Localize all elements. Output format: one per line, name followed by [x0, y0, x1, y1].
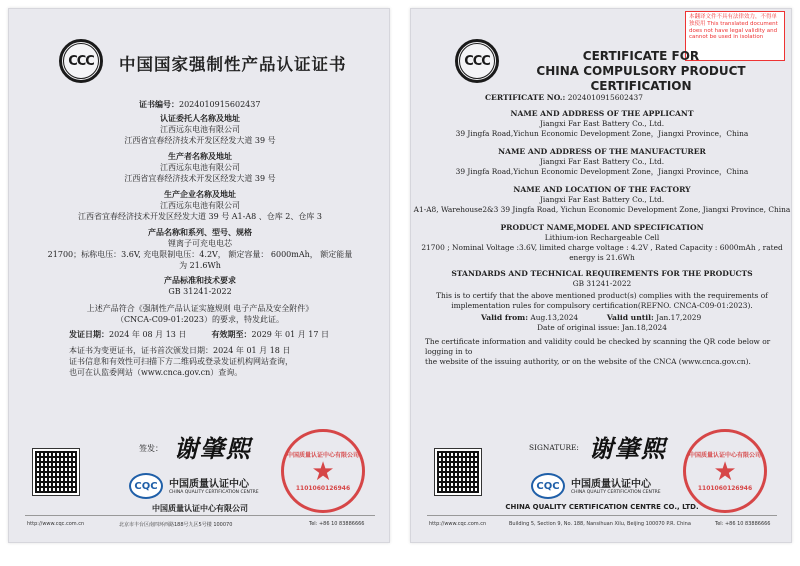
applicant-address: 39 Jingfa Road,Yichun Economic Development Zone，Jiangxi Province，China: [455, 129, 749, 138]
note-line-2: 证书信息和有效性可扫描下方二维码或登录发证机构网站查询，: [69, 357, 293, 366]
applicant-label: 认证委托人名称及地址: [160, 113, 240, 123]
org-name: 中国质量认证中心: [169, 479, 249, 490]
ccc-logo-text: CCC: [68, 53, 94, 69]
qr-code[interactable]: [33, 449, 79, 495]
valid-from-label: Valid from:: [481, 313, 529, 322]
conformity-statement: [411, 291, 792, 311]
sign-label: SIGNATURE:: [529, 443, 579, 452]
product-section: [9, 227, 390, 271]
footer-web[interactable]: http://www.cqc.com.cn: [429, 521, 487, 527]
manufacturer-address: 39 Jingfa Road,Yichun Economic Development Zone，Jiangxi Province，China: [455, 167, 749, 176]
cert-no-label: 证书编号：: [139, 99, 179, 109]
org-block: [169, 475, 259, 495]
factory-section: [9, 189, 390, 222]
cert-no-label: CERTIFICATE NO.:: [485, 93, 566, 102]
standard-value: GB 31241-2022: [168, 287, 232, 296]
conformity-line-2: implementation rules for compulsory certification(REFNO. CNCA-C09-01:2023).: [451, 301, 753, 310]
ccc-logo-icon: [455, 39, 499, 83]
org-block: [571, 475, 661, 495]
standard-section: [9, 275, 390, 297]
applicant-name: 江西远东电池有限公司: [160, 125, 240, 134]
manufacturer-address: 江西省宜春经济技术开发区经发大道 39 号: [124, 174, 276, 183]
standard-label: STANDARDS AND TECHNICAL REQUIREMENTS FOR THE PRODUCTS: [451, 269, 753, 278]
certificate-title: 中国国家强制性产品认证证书: [119, 55, 347, 74]
valid-until-label: Valid until:: [606, 313, 654, 322]
footer-divider: [427, 515, 777, 516]
official-seal-icon: 中国质量认证中心有限公司 ★ 1101060126946: [281, 429, 365, 513]
conformity-statement: [9, 303, 390, 325]
footer-web[interactable]: http://www.cqc.com.cn: [27, 521, 85, 527]
conformity-line-1: 上述产品符合《强制性产品认证实施规则 电子产品及安全附件》: [86, 304, 314, 313]
applicant-label: NAME AND ADDRESS OF THE APPLICANT: [510, 109, 694, 118]
seal-text: 中国质量认证中心有限公司: [286, 452, 359, 459]
product-label: PRODUCT NAME,MODEL AND SPECIFICATION: [500, 223, 704, 232]
org-full-name: 中国质量认证中心有限公司: [152, 504, 248, 513]
org-name-en: CHINA QUALITY CERTIFICATION CENTRE: [169, 490, 259, 495]
product-spec-cont: energy is 21.6Wh: [569, 253, 635, 262]
applicant-name: Jiangxi Far East Battery Co., Ltd.: [539, 119, 665, 128]
chinese-certificate: [8, 8, 390, 543]
certificate-number: [139, 99, 260, 110]
signature: 谢肇熙: [174, 434, 252, 463]
manufacturer-name: Jiangxi Far East Battery Co., Ltd.: [539, 157, 665, 166]
notes: [69, 345, 293, 378]
org-name: 中国质量认证中心: [571, 479, 651, 490]
footer-divider: [25, 515, 375, 516]
cqc-logo-icon: [531, 473, 565, 499]
cqc-logo-text: CQC: [536, 480, 560, 492]
cqc-logo-icon: [129, 473, 163, 499]
translation-warning: 本翻译文件不具有法律效力，不得单独使用 This translated document does not have legal validity and cannot be used in isolation: [685, 11, 785, 61]
title-line-1: CERTIFICATE FOR: [582, 49, 700, 63]
manufacturer-label: 生产者名称及地址: [168, 151, 232, 161]
valid-until-date: Jan.17,2029: [656, 313, 702, 322]
factory-label: 生产企业名称及地址: [164, 189, 236, 199]
factory-address: 江西省宜春经济技术开发区经发大道 39 号 A1-A8 、仓库 2、仓库 3: [77, 212, 323, 221]
factory-label: NAME AND LOCATION OF THE FACTORY: [513, 185, 691, 194]
org-full-name: CHINA QUALITY CERTIFICATION CENTRE CO., LTD.: [505, 503, 699, 511]
title-line-2: CHINA COMPULSORY PRODUCT CERTIFICATION: [536, 64, 746, 93]
footer-address: Building 5, Section 9, No. 188, Nansihuan Xilu, Beijing 100070 P.R. China: [509, 521, 691, 527]
manufacturer-label: NAME AND ADDRESS OF THE MANUFACTURER: [498, 147, 706, 156]
note-line-1: 本证书为变更证书，证书首次颁发日期：2024 年 01 月 18 日: [69, 346, 291, 355]
english-certificate: [410, 8, 792, 543]
standard-label: 产品标准和技术要求: [164, 275, 236, 285]
applicant-section: [9, 113, 390, 146]
factory-section: [411, 185, 792, 215]
cert-no-value: 2024010915602437: [567, 93, 643, 102]
dates-row: [481, 313, 701, 323]
original-issue-date: Date of original issue: Jan.18,2024: [537, 323, 667, 332]
standard-value: GB 31241-2022: [572, 279, 632, 288]
valid-from-date: Aug.13,2024: [530, 313, 579, 322]
certificate-title: [511, 49, 771, 94]
issue-date: 2024 年 08 月 13 日: [109, 330, 187, 339]
seal-number: 1101060126946: [295, 485, 351, 492]
notes: [425, 337, 785, 367]
qr-code[interactable]: [435, 449, 481, 495]
note-line-1: The certificate information and validity could be checked by scanning the QR code below or logging in to: [425, 337, 771, 356]
ccc-logo-icon: [59, 39, 103, 83]
certificate-number: [485, 93, 643, 103]
manufacturer-section: [411, 147, 792, 177]
product-spec: 21700；标称电压：3.6V, 充电限制电压：4.2V， 额定容量： 6000mAh， 额定能量: [47, 250, 353, 259]
issue-date-label: 发证日期：: [69, 329, 109, 339]
note-line-2: the website of the issuing authority, or on the website of the CNCA (www.cnca.gov.cn).: [425, 357, 751, 366]
conformity-line-1: This is to certify that the above mentioned product(s) complies with the requirements of: [436, 291, 768, 300]
footer-tel: Tel: +86 10 83886666: [309, 521, 365, 527]
footer-tel: Tel: +86 10 83886666: [715, 521, 771, 527]
ccc-logo-text: CCC: [464, 53, 490, 69]
seal-number: 1101060126946: [697, 485, 753, 492]
seal-text: 中国质量认证中心有限公司: [688, 452, 761, 459]
applicant-section: [411, 109, 792, 139]
valid-until-date: 2029 年 01 月 17 日: [251, 330, 329, 339]
conformity-line-2: （CNCA-C09-01:2023）的要求，特发此证。: [116, 315, 284, 324]
sign-label: 签发：: [139, 444, 163, 453]
factory-name: Jiangxi Far East Battery Co., Ltd.: [539, 195, 665, 204]
product-name: 锂离子可充电电芯: [168, 239, 232, 248]
cqc-logo-text: CQC: [134, 480, 158, 492]
factory-address: A1-A8, Warehouse2&3 39 Jingfa Road, Yichun Economic Development Zone, Jiangxi Province, China: [413, 205, 791, 214]
product-label: 产品名称和系列、型号、规格: [148, 227, 252, 237]
footer-address: 北京市丰台区南四环西路188号九区5号楼 100070: [119, 522, 233, 528]
note-line-3: 也可在认监委网站（www.cnca.gov.cn）查询。: [69, 368, 243, 377]
cert-no-value: 2024010915602437: [179, 100, 261, 109]
signature: 谢肇熙: [589, 434, 667, 463]
manufacturer-section: [9, 151, 390, 184]
product-spec: 21700 ; Nominal Voltage :3.6V, limited charge voltage : 4.2V , Rated Capacity : 6000mAh , rated: [421, 243, 783, 252]
applicant-address: 江西省宜春经济技术开发区经发大道 39 号: [124, 136, 276, 145]
dates-row: [69, 329, 329, 340]
manufacturer-name: 江西远东电池有限公司: [160, 163, 240, 172]
official-seal-icon: 中国质量认证中心有限公司 ★ 1101060126946: [683, 429, 767, 513]
valid-until-label: 有效期至：: [211, 329, 252, 339]
standard-section: [411, 269, 792, 289]
product-spec-cont: 为 21.6Wh: [179, 261, 221, 270]
product-section: [411, 223, 792, 263]
product-name: Lithium-ion Rechargeable Cell: [544, 233, 660, 242]
org-name-en: CHINA QUALITY CERTIFICATION CENTRE: [571, 490, 661, 495]
factory-name: 江西远东电池有限公司: [160, 201, 240, 210]
